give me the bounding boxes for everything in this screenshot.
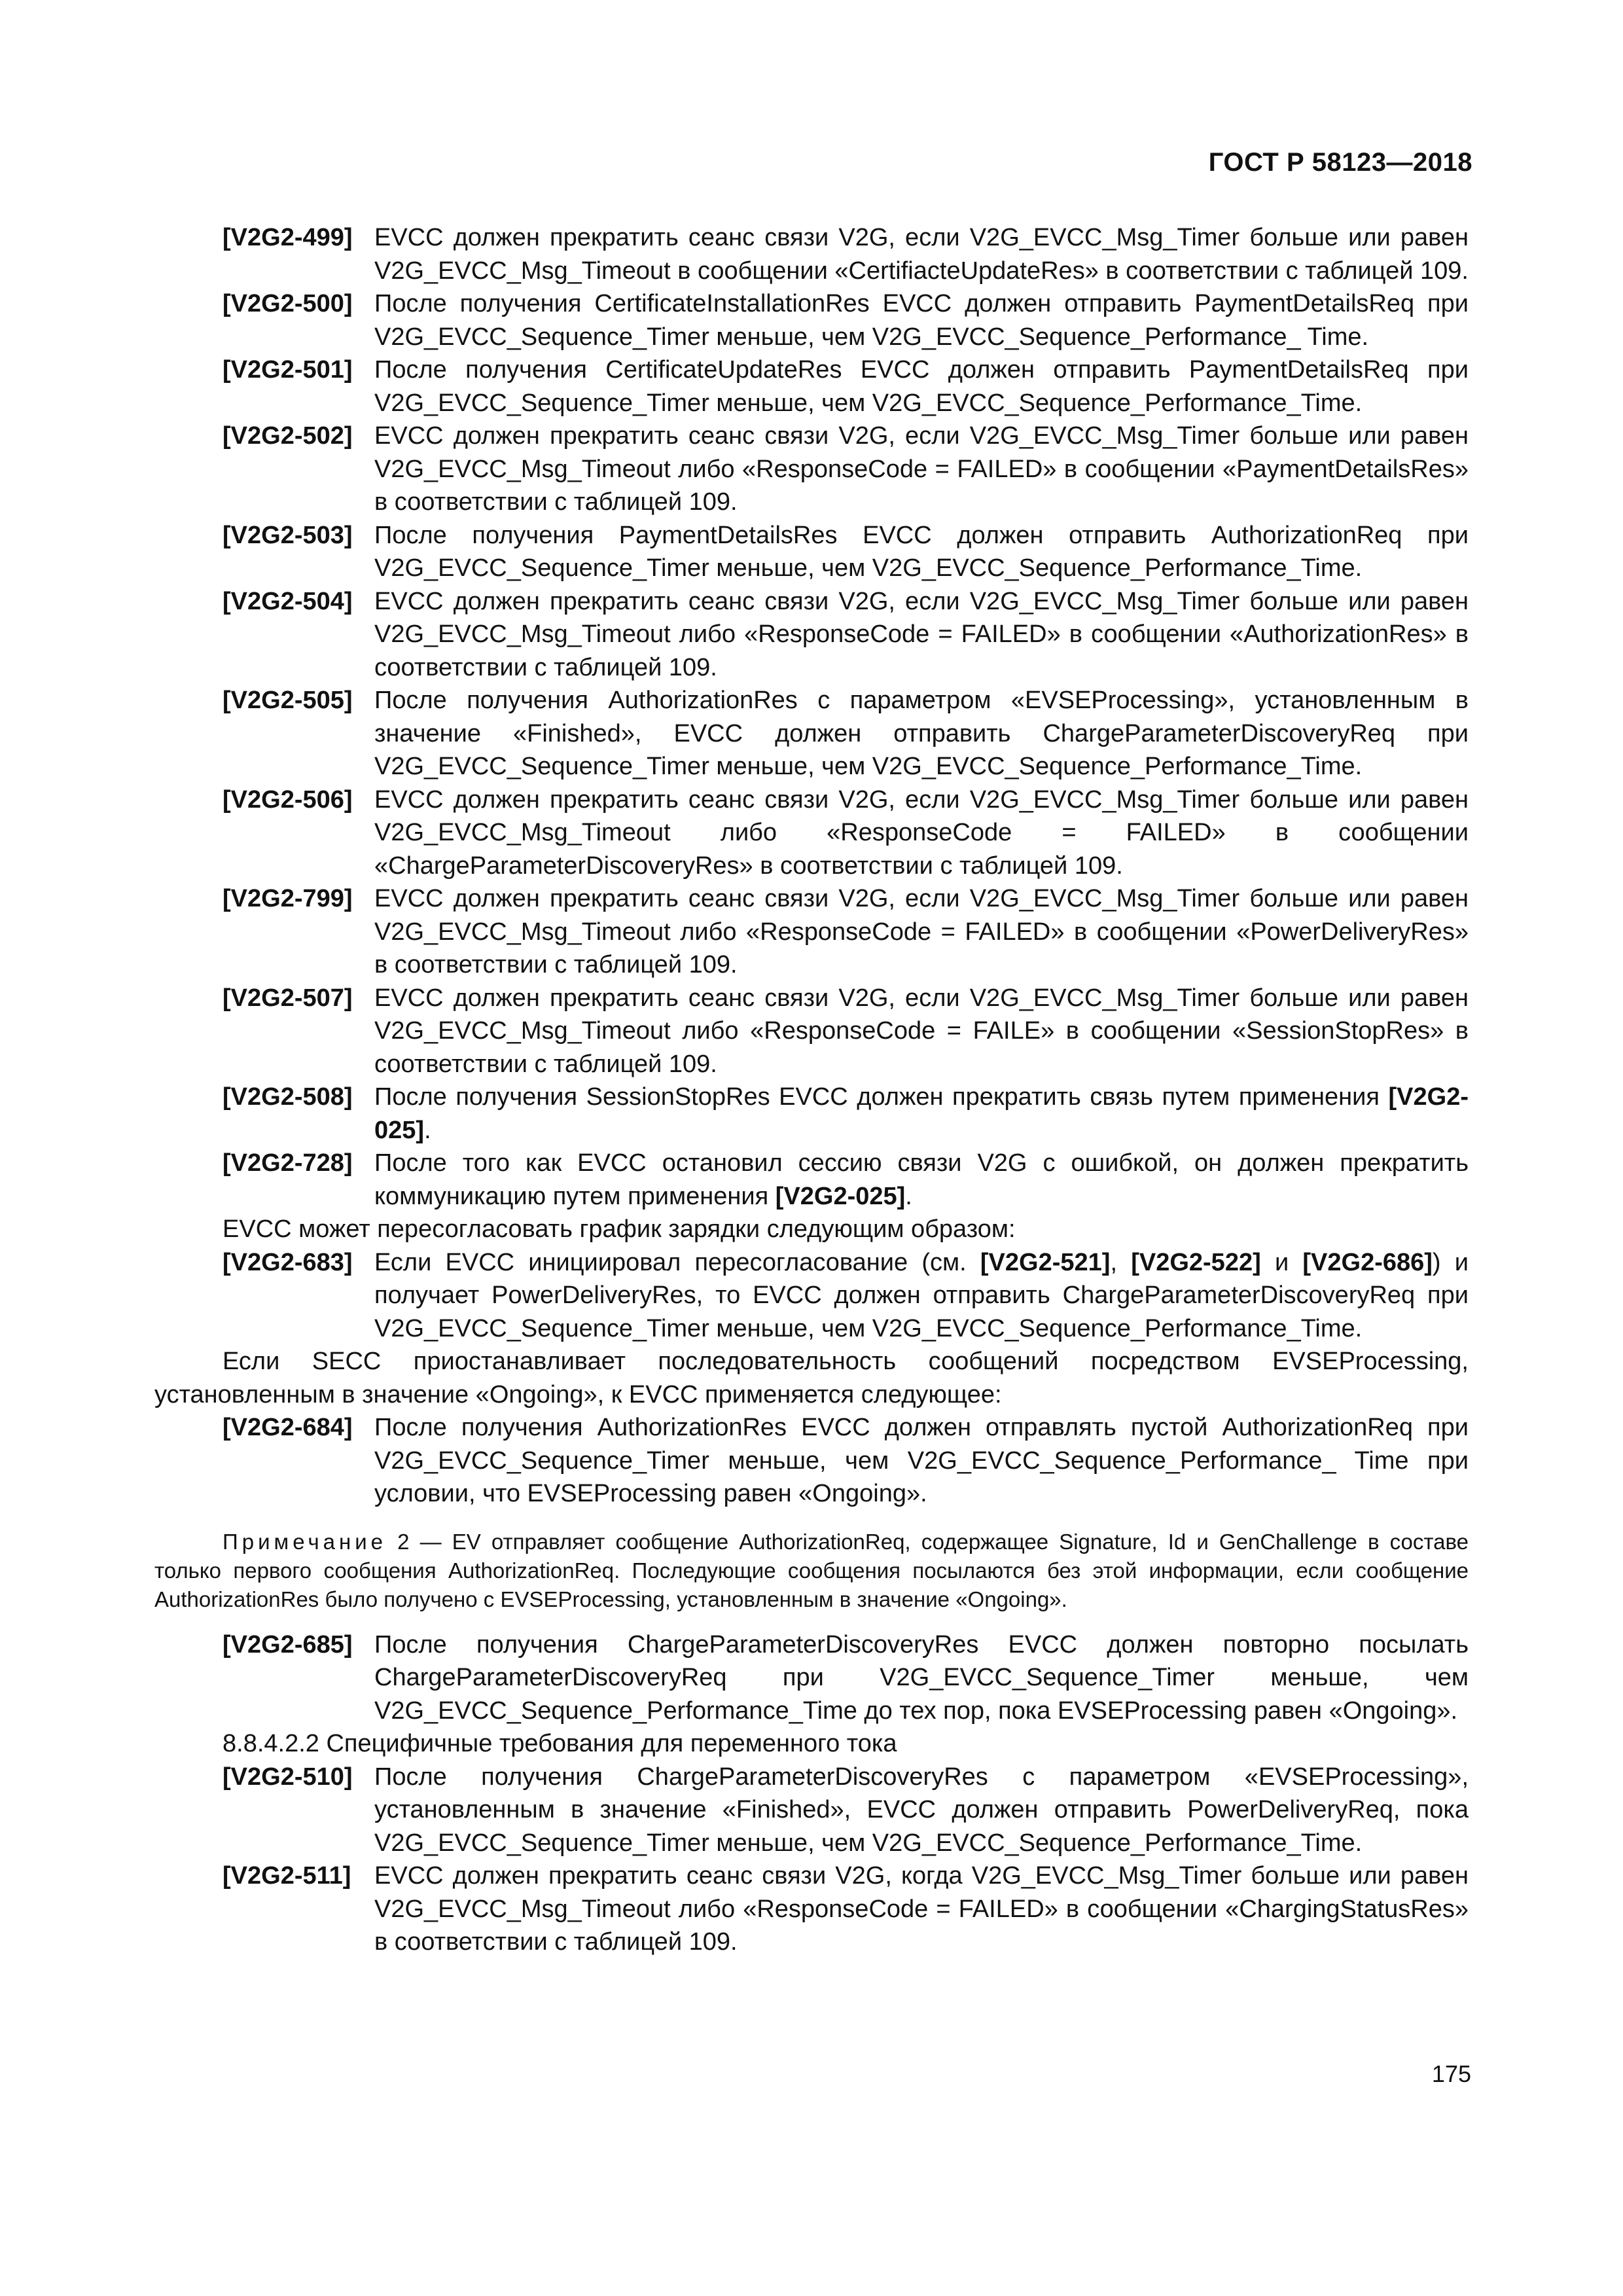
requirement-text: EVCC должен прекратить сеанс связи V2G, когда V2G_EVCC_Msg_Timer больше или равен V2G_EVCC_Msg_Timeout либо «ResponseCode = FAILED» в сообщении «ChargingStatusRes» в соответствии с таблицей 109.	[374, 1862, 1469, 1956]
page-content	[154, 221, 1469, 1959]
requirement-text: EVCC должен прекратить сеанс связи V2G, если V2G_EVCC_Msg_Timer больше или равен V2G_EVCC_Msg_Timeout либо «ResponseCode = FAILED» в сообщении «PaymentDetailsRes» в соответствии с таблицей 109.	[374, 422, 1469, 516]
requirement-id: [V2G2-684]	[223, 1414, 353, 1441]
note-2	[154, 1528, 1469, 1614]
requirement-v2g2-683	[154, 1246, 1469, 1346]
requirement-text: После получения AuthorizationRes с параметром «EVSEProcessing», установленным в значение «Finished», EVCC должен отправить ChargeParameterDiscoveryReq при V2G_EVCC_Sequence_Timer меньше, чем V2G_EVCC_Sequence_Performance_Time.	[374, 687, 1469, 780]
requirement-v2g2-511	[154, 1859, 1469, 1959]
requirement-text: Если EVCC инициировал пересогласование (см.	[374, 1248, 980, 1276]
standard-header: ГОСТ Р 58123—2018	[1208, 148, 1472, 177]
requirement-text: После получения CertificateInstallationRes EVCC должен отправить PaymentDetailsReq при V2G_EVCC_Sequence_Timer меньше, чем V2G_EVCC_Sequence_Performance_ Time.	[374, 290, 1469, 351]
secc-paragraph: Если SECC приостанавливает последовательность сообщений посредством EVSEProcessing, установленным в значение «Ongoing», к EVCC применяется следующее:	[154, 1348, 1469, 1408]
requirement-text: EVCC должен прекратить сеанс связи V2G, если V2G_EVCC_Msg_Timer больше или равен V2G_EVCC_Msg_Timeout в сообщении «CertifiacteUpdateRes» в соответствии с таблицей 109.	[374, 224, 1469, 285]
requirement-v2g2-506	[154, 783, 1469, 883]
requirement-text: и	[1260, 1248, 1303, 1276]
requirement-v2g2-799	[154, 882, 1469, 982]
requirement-id: [V2G2-503]	[223, 521, 353, 549]
requirement-text-end: .	[905, 1182, 912, 1210]
requirement-text: ) и получает PowerDeliveryRes, то EVCC должен отправить ChargeParameterDiscoveryReq при V2G_EVCC_Sequence_Timer меньше, чем V2G_EVCC_Sequence_Performance_Time.	[374, 1248, 1469, 1342]
requirement-text: EVCC должен прекратить сеанс связи V2G, если V2G_EVCC_Msg_Timer больше или равен V2G_EVCC_Msg_Timeout либо «ResponseCode = FAILED» в сообщении «ChargeParameterDiscoveryRes» в соответствии с таблицей 109.	[374, 785, 1469, 880]
requirement-id: [V2G2-508]	[223, 1083, 353, 1111]
requirement-v2g2-728	[154, 1147, 1469, 1213]
requirement-reference: [V2G2-522]	[1131, 1248, 1261, 1276]
requirement-text: ,	[1110, 1248, 1132, 1276]
section-heading: 8.8.4.2.2 Специфичные требования для переменного тока	[223, 1730, 897, 1757]
note-text: 2 — EV отправляет сообщение AuthorizationReq, содержащее Signature, Id и GenChallenge в составе только первого сообщения AuthorizationReq. Последующие сообщения посылаются без этой информации, если сообщение AuthorizationRes было получено с EVSEProcessing, установленным в значение «Ongoing».	[154, 1529, 1469, 1611]
requirement-text: EVCC должен прекратить сеанс связи V2G, если V2G_EVCC_Msg_Timer больше или равен V2G_EVCC_Msg_Timeout либо «ResponseCode = FAILED» в сообщении «PowerDeliveryRes» в соответствии с таблицей 109.	[374, 885, 1469, 978]
requirement-v2g2-502	[154, 420, 1469, 519]
requirement-id: [V2G2-728]	[223, 1149, 353, 1177]
page-number: 175	[1431, 2060, 1471, 2087]
requirement-reference: [V2G2-521]	[980, 1248, 1111, 1276]
note-label: Примечание	[223, 1529, 387, 1554]
requirement-reference: [V2G2-686]	[1302, 1248, 1433, 1276]
requirement-v2g2-505	[154, 684, 1469, 783]
requirement-v2g2-685	[154, 1628, 1469, 1728]
requirement-id: [V2G2-501]	[223, 356, 353, 384]
requirement-v2g2-503	[154, 519, 1469, 585]
requirement-text: После получения ChargeParameterDiscoveryRes с параметром «EVSEProcessing», установленным в значение «Finished», EVCC должен отправить PowerDeliveryReq, пока V2G_EVCC_Sequence_Timer меньше, чем V2G_EVCC_Sequence_Performance_Time.	[374, 1763, 1469, 1857]
requirement-v2g2-500	[154, 287, 1469, 353]
requirement-text: EVCC должен прекратить сеанс связи V2G, если V2G_EVCC_Msg_Timer больше или равен V2G_EVCC_Msg_Timeout либо «ResponseCode = FAILE» в сообщении «SessionStopRes» в соответствии с таблицей 109.	[374, 984, 1469, 1078]
requirement-reference: [V2G2-025]	[374, 1083, 1469, 1144]
requirement-v2g2-507	[154, 982, 1469, 1081]
requirement-v2g2-501	[154, 353, 1469, 420]
requirement-v2g2-684	[154, 1411, 1469, 1511]
requirement-id: [V2G2-506]	[223, 785, 353, 814]
requirement-text: После получения CertificateUpdateRes EVCC должен отправить PaymentDetailsReq при V2G_EVCC_Sequence_Timer меньше, чем V2G_EVCC_Sequence_Performance_Time.	[374, 356, 1469, 417]
requirement-v2g2-510	[154, 1761, 1469, 1860]
requirement-v2g2-504	[154, 585, 1469, 685]
requirement-id: [V2G2-504]	[223, 587, 353, 615]
requirement-id: [V2G2-510]	[223, 1763, 353, 1791]
requirement-v2g2-499	[154, 221, 1469, 287]
renegotiation-intro: EVCC может пересогласовать график зарядки следующим образом:	[223, 1215, 1016, 1243]
requirement-text: После получения PaymentDetailsRes EVCC должен отправить AuthorizationReq при V2G_EVCC_Sequence_Timer меньше, чем V2G_EVCC_Sequence_Performance_Time.	[374, 521, 1469, 582]
requirement-id: [V2G2-502]	[223, 422, 353, 450]
requirement-id: [V2G2-499]	[223, 224, 353, 251]
requirement-v2g2-508	[154, 1081, 1469, 1147]
requirement-id: [V2G2-500]	[223, 290, 353, 317]
requirement-id: [V2G2-511]	[223, 1862, 351, 1890]
requirement-text-end: .	[424, 1116, 431, 1144]
requirement-text: EVCC должен прекратить сеанс связи V2G, если V2G_EVCC_Msg_Timer больше или равен V2G_EVCC_Msg_Timeout либо «ResponseCode = FAILED» в сообщении «AuthorizationRes» в соответствии с таблицей 109.	[374, 587, 1469, 681]
requirement-text: После получения ChargeParameterDiscoveryRes EVCC должен повторно посылать ChargeParameterDiscoveryReq при V2G_EVCC_Sequence_Timer меньше, чем V2G_EVCC_Sequence_Performance_Time до тех пор, пока EVSEProcessing равен «Ongoing».	[374, 1630, 1469, 1725]
requirement-reference: [V2G2-025]	[775, 1182, 906, 1210]
requirement-id: [V2G2-507]	[223, 984, 353, 1012]
requirement-id: [V2G2-683]	[223, 1248, 353, 1276]
requirement-id: [V2G2-799]	[223, 885, 353, 912]
requirement-text: После получения AuthorizationRes EVCC должен отправлять пустой AuthorizationReq при V2G_EVCC_Sequence_Timer меньше, чем V2G_EVCC_Sequence_Performance_ Time при условии, что EVSEProcessing равен «Ongoing».	[374, 1414, 1469, 1507]
requirement-text: После того как EVCC остановил сессию связи V2G с ошибкой, он должен прекратить коммуникацию путем применения	[374, 1149, 1469, 1210]
requirement-id: [V2G2-685]	[223, 1630, 353, 1659]
requirement-text: После получения SessionStopRes EVCC должен прекратить связь путем применения	[374, 1083, 1389, 1111]
requirement-id: [V2G2-505]	[223, 687, 353, 714]
